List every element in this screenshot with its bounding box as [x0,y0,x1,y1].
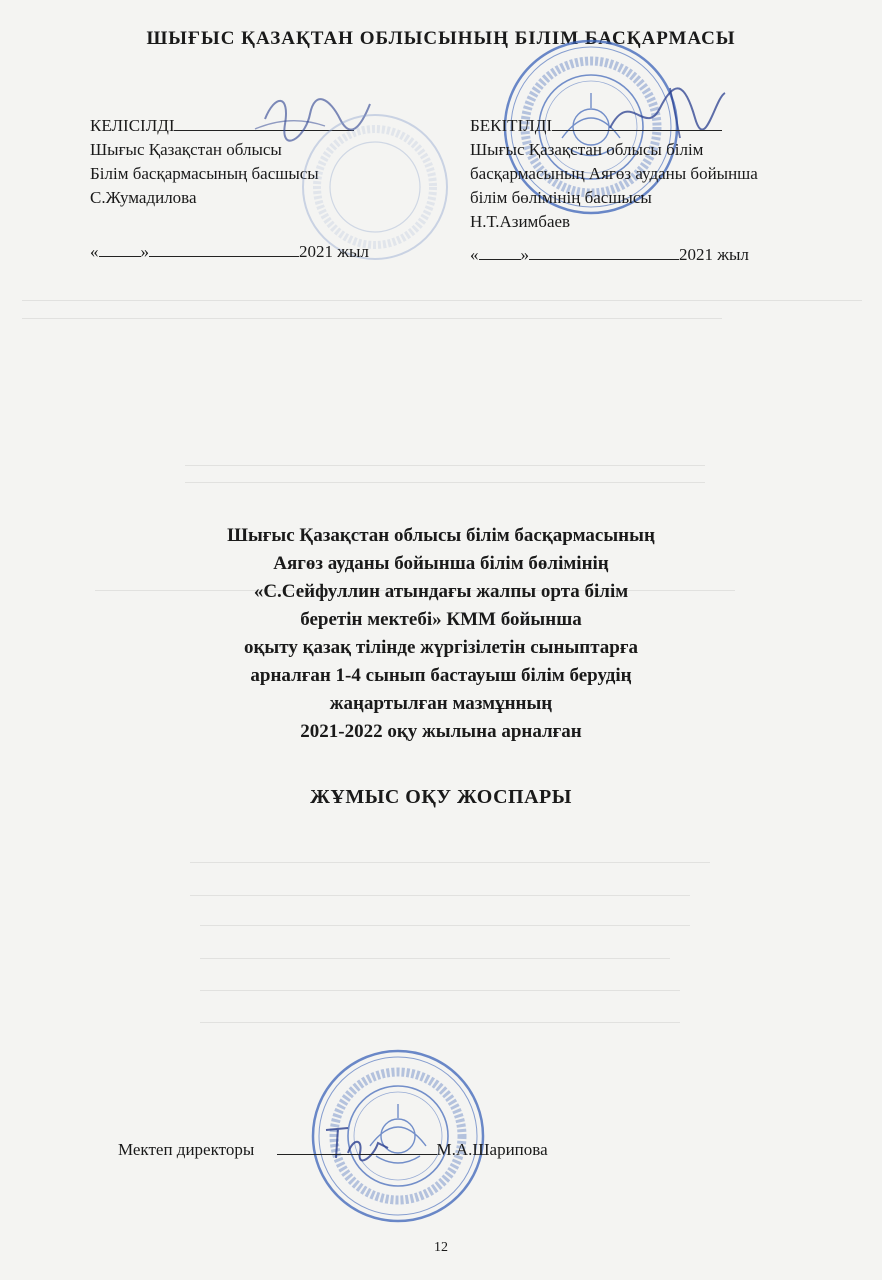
main-title [0,522,882,746]
approval-line: Шығыс Қазақстан облысы [90,140,282,159]
approval-heading-agreed: КЕЛІСІЛДІ [90,116,175,135]
approver-name: С.Жумадилова [90,188,197,207]
title-line: жаңартылған мазмұнның [329,693,553,714]
approval-line: Білім басқармасының басшысы [90,164,319,183]
director-role: Мектеп директоры [118,1140,255,1159]
date-line-approved: « » 2021 жыл [470,245,749,264]
signature-line [552,114,722,131]
approval-heading-approved: БЕКІТІЛДІ [470,116,552,135]
approval-block-approved [470,114,758,234]
director-name: М.А.Шарипова [436,1140,548,1159]
signature-line [277,1138,437,1155]
title-line: «С.Сейфуллин атындағы жалпы орта білім [253,581,629,602]
document-name: ЖҰМЫС ОҚУ ЖОСПАРЫ [310,786,572,808]
date-line-agreed: « » 2021 жыл [90,242,369,261]
director-signature-row [118,1138,548,1160]
title-line: беретін мектебі» КММ бойынша [300,609,582,630]
approval-line: білім бөлімінің басшысы [470,188,652,207]
title-line: Шығыс Қазақстан облысы білім басқармасының [227,525,655,546]
page-number: 12 [434,1240,448,1255]
approver-name: Н.Т.Азимбаев [470,212,571,231]
title-line: арналған 1-4 сынып бастауыш білім берудің [250,665,632,686]
title-line: 2021-2022 оқу жылына арналған [300,721,582,742]
approval-line: басқармасының Аягөз ауданы бойынша [470,164,758,183]
title-line: Аягөз ауданы бойынша білім бөлімінің [273,553,609,574]
title-line: оқыту қазақ тілінде жүргізілетін сыныптарға [243,637,638,658]
page-header-title: ШЫҒЫС ҚАЗАҚТАН ОБЛЫСЫНЫҢ БІЛІМ БАСҚАРМАСЫ [146,28,736,49]
approval-line: Шығыс Қазақстан облысы білім [470,140,704,159]
